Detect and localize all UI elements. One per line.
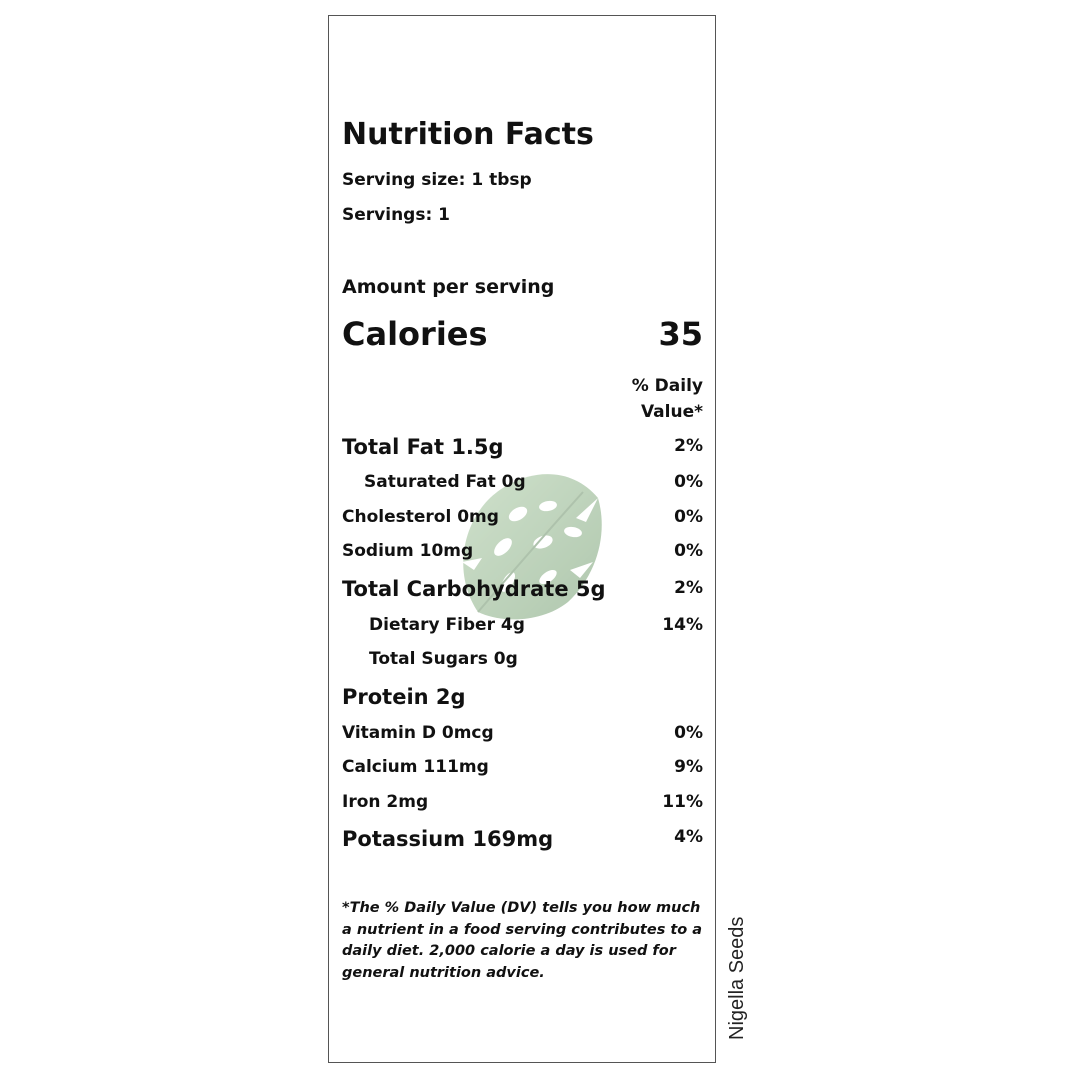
nutrient-dv-vitamin-d: 0% [674, 723, 703, 743]
nutrient-name-cholesterol: Cholesterol 0mg [342, 507, 499, 527]
nutrient-name-protein: Protein 2g [342, 685, 466, 709]
serving-size: Serving size: 1 tbsp [342, 170, 532, 190]
calories-value: 35 [658, 315, 703, 353]
daily-value-footnote: *The % Daily Value (DV) tells you how much a nutrient in a food serving contributes to a daily diet. 2,000 calorie a day is used for general nutrition advice. [342, 900, 703, 981]
nutrient-dv-calcium: 9% [674, 757, 703, 777]
nutrient-name-vitamin-d: Vitamin D 0mcg [342, 723, 494, 743]
nutrient-name-sodium: Sodium 10mg [342, 541, 474, 561]
nutrient-name-total-carbohydrate: Total Carbohydrate 5g [342, 577, 606, 601]
nutrient-name-saturated-fat: Saturated Fat 0g [364, 472, 526, 492]
nutrient-dv-total-fat: 2% [674, 436, 703, 456]
nutrient-dv-potassium: 4% [674, 827, 703, 847]
nutrient-dv-iron: 11% [662, 792, 703, 812]
daily-value-header: % Daily Value* [631, 376, 703, 422]
calories-label: Calories [342, 315, 488, 353]
nutrient-dv-saturated-fat: 0% [674, 472, 703, 492]
amount-per-serving: Amount per serving [342, 276, 555, 298]
label-title: Nutrition Facts [342, 117, 594, 152]
nutrient-name-potassium: Potassium 169mg [342, 827, 554, 851]
nutrient-name-calcium: Calcium 111mg [342, 757, 489, 777]
nutrient-dv-sodium: 0% [674, 541, 703, 561]
nutrient-name-total-sugars: Total Sugars 0g [369, 649, 518, 669]
nutrient-name-dietary-fiber: Dietary Fiber 4g [369, 615, 525, 635]
nutrient-name-iron: Iron 2mg [342, 792, 429, 812]
product-name: Nigella Seeds [726, 916, 748, 1040]
servings-count: Servings: 1 [342, 205, 451, 225]
nutrient-dv-total-carbohydrate: 2% [674, 578, 703, 598]
nutrient-dv-cholesterol: 0% [674, 507, 703, 527]
nutrient-dv-dietary-fiber: 14% [662, 615, 703, 635]
nutrient-name-total-fat: Total Fat 1.5g [342, 435, 504, 459]
